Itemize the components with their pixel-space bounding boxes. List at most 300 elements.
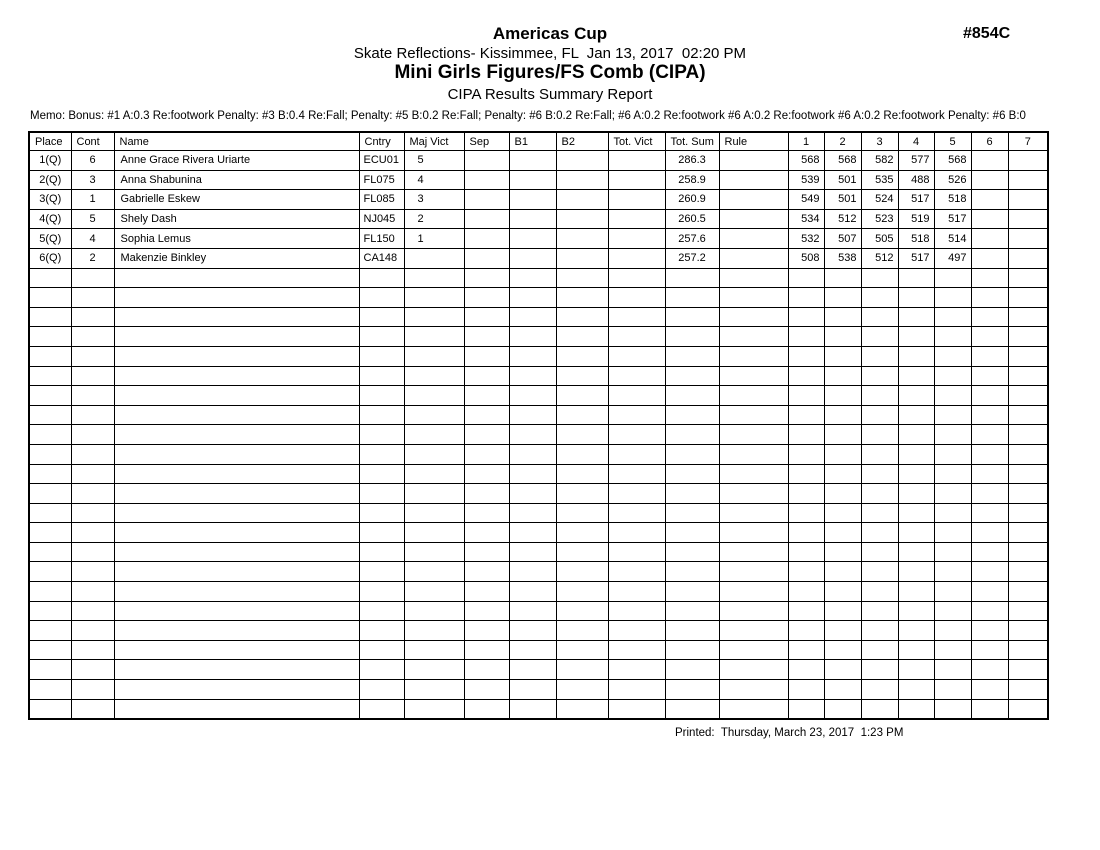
empty-cell <box>1008 366 1048 386</box>
empty-cell <box>934 327 971 347</box>
empty-cell <box>934 680 971 700</box>
cell-rule <box>719 190 788 210</box>
empty-row <box>29 366 1048 386</box>
empty-cell <box>608 444 665 464</box>
cell-judge-score-1: 532 <box>788 229 824 249</box>
empty-cell <box>556 386 608 406</box>
cell-b2 <box>556 248 608 268</box>
empty-cell <box>788 699 824 719</box>
table-row <box>29 190 1048 210</box>
empty-cell <box>359 484 404 504</box>
empty-cell <box>608 327 665 347</box>
empty-cell <box>719 484 788 504</box>
empty-cell <box>404 307 464 327</box>
column-header: Place <box>29 132 71 151</box>
cell-tot-vict <box>608 151 665 171</box>
cell-tot-sum: 257.2 <box>665 248 719 268</box>
cell-tot-sum: 258.9 <box>665 170 719 190</box>
column-header: B1 <box>509 132 556 151</box>
empty-cell <box>861 425 898 445</box>
empty-cell <box>608 386 665 406</box>
empty-cell <box>608 660 665 680</box>
empty-cell <box>608 503 665 523</box>
empty-cell <box>861 680 898 700</box>
empty-cell <box>1008 386 1048 406</box>
empty-cell <box>29 699 71 719</box>
empty-cell <box>719 680 788 700</box>
cell-judge-score-7 <box>1008 229 1048 249</box>
empty-cell <box>898 386 934 406</box>
cell-judge-score-2: 501 <box>824 190 861 210</box>
cell-judge-score-6 <box>971 248 1008 268</box>
cell-judge-score-3: 535 <box>861 170 898 190</box>
empty-cell <box>824 405 861 425</box>
empty-cell <box>719 464 788 484</box>
empty-cell <box>359 562 404 582</box>
empty-cell <box>509 464 556 484</box>
cell-name: Anne Grace Rivera Uriarte <box>114 151 359 171</box>
empty-cell <box>509 601 556 621</box>
column-header: Cntry <box>359 132 404 151</box>
empty-cell <box>824 660 861 680</box>
cell-sep <box>464 170 509 190</box>
empty-cell <box>71 601 114 621</box>
empty-cell <box>608 582 665 602</box>
empty-cell <box>464 444 509 464</box>
cell-cont: 4 <box>71 229 114 249</box>
empty-cell <box>719 386 788 406</box>
empty-cell <box>824 582 861 602</box>
empty-cell <box>788 523 824 543</box>
table-row <box>29 209 1048 229</box>
cell-cntry: NJ045 <box>359 209 404 229</box>
empty-cell <box>464 621 509 641</box>
cell-tot-sum: 286.3 <box>665 151 719 171</box>
cell-cntry: FL150 <box>359 229 404 249</box>
empty-cell <box>824 523 861 543</box>
empty-cell <box>934 386 971 406</box>
empty-cell <box>861 405 898 425</box>
empty-cell <box>359 464 404 484</box>
empty-cell <box>719 640 788 660</box>
empty-cell <box>788 288 824 308</box>
empty-row <box>29 640 1048 660</box>
empty-cell <box>71 327 114 347</box>
empty-cell <box>934 405 971 425</box>
empty-cell <box>29 680 71 700</box>
empty-cell <box>114 327 359 347</box>
cell-judge-score-1: 568 <box>788 151 824 171</box>
empty-cell <box>898 307 934 327</box>
empty-cell <box>824 327 861 347</box>
empty-cell <box>898 288 934 308</box>
empty-cell <box>971 346 1008 366</box>
table-row <box>29 170 1048 190</box>
cell-judge-score-7 <box>1008 151 1048 171</box>
empty-cell <box>1008 346 1048 366</box>
empty-cell <box>934 346 971 366</box>
empty-cell <box>509 346 556 366</box>
table-row <box>29 229 1048 249</box>
empty-cell <box>1008 268 1048 288</box>
empty-cell <box>824 503 861 523</box>
empty-cell <box>719 699 788 719</box>
cell-name: Anna Shabunina <box>114 170 359 190</box>
empty-row <box>29 444 1048 464</box>
empty-cell <box>898 405 934 425</box>
empty-cell <box>404 386 464 406</box>
empty-cell <box>971 523 1008 543</box>
empty-cell <box>404 601 464 621</box>
empty-cell <box>404 346 464 366</box>
cell-judge-score-2: 538 <box>824 248 861 268</box>
empty-cell <box>898 327 934 347</box>
empty-cell <box>29 621 71 641</box>
empty-cell <box>608 523 665 543</box>
empty-cell <box>464 386 509 406</box>
empty-cell <box>114 288 359 308</box>
empty-cell <box>509 386 556 406</box>
empty-cell <box>824 542 861 562</box>
column-header: Tot. Sum <box>665 132 719 151</box>
cell-maj-vict <box>404 248 464 268</box>
cell-judge-score-2: 507 <box>824 229 861 249</box>
empty-cell <box>788 660 824 680</box>
empty-cell <box>971 405 1008 425</box>
cell-rule <box>719 229 788 249</box>
empty-cell <box>464 542 509 562</box>
column-header: Name <box>114 132 359 151</box>
empty-cell <box>824 680 861 700</box>
empty-cell <box>464 405 509 425</box>
empty-cell <box>719 346 788 366</box>
empty-cell <box>934 660 971 680</box>
empty-cell <box>114 660 359 680</box>
cell-b2 <box>556 170 608 190</box>
empty-cell <box>861 640 898 660</box>
empty-cell <box>404 621 464 641</box>
empty-row <box>29 582 1048 602</box>
empty-cell <box>665 680 719 700</box>
column-header: 2 <box>824 132 861 151</box>
empty-cell <box>608 680 665 700</box>
empty-cell <box>788 464 824 484</box>
empty-cell <box>971 680 1008 700</box>
empty-cell <box>509 484 556 504</box>
empty-cell <box>971 268 1008 288</box>
empty-cell <box>665 523 719 543</box>
cell-judge-score-4: 518 <box>898 229 934 249</box>
empty-cell <box>898 444 934 464</box>
empty-cell <box>114 582 359 602</box>
column-header: 5 <box>934 132 971 151</box>
cell-judge-score-3: 582 <box>861 151 898 171</box>
empty-cell <box>665 405 719 425</box>
empty-cell <box>608 484 665 504</box>
empty-cell <box>556 484 608 504</box>
cell-judge-score-5: 568 <box>934 151 971 171</box>
empty-cell <box>29 582 71 602</box>
column-header: Tot. Vict <box>608 132 665 151</box>
cell-name: Makenzie Binkley <box>114 248 359 268</box>
empty-cell <box>464 327 509 347</box>
empty-cell <box>114 523 359 543</box>
empty-cell <box>404 425 464 445</box>
empty-cell <box>509 640 556 660</box>
empty-cell <box>898 346 934 366</box>
empty-cell <box>788 582 824 602</box>
empty-cell <box>971 386 1008 406</box>
empty-cell <box>608 366 665 386</box>
cell-place: 1(Q) <box>29 151 71 171</box>
empty-cell <box>898 366 934 386</box>
empty-cell <box>464 640 509 660</box>
empty-cell <box>665 425 719 445</box>
cell-judge-score-4: 517 <box>898 248 934 268</box>
empty-cell <box>464 562 509 582</box>
empty-cell <box>861 542 898 562</box>
empty-cell <box>788 484 824 504</box>
empty-cell <box>898 268 934 288</box>
empty-cell <box>788 307 824 327</box>
cell-cntry: ECU01 <box>359 151 404 171</box>
empty-cell <box>788 640 824 660</box>
empty-cell <box>824 640 861 660</box>
empty-cell <box>861 386 898 406</box>
empty-cell <box>71 640 114 660</box>
empty-row <box>29 346 1048 366</box>
cell-b1 <box>509 248 556 268</box>
empty-cell <box>359 601 404 621</box>
empty-row <box>29 288 1048 308</box>
empty-row <box>29 542 1048 562</box>
column-header: B2 <box>556 132 608 151</box>
empty-cell <box>114 640 359 660</box>
empty-cell <box>665 386 719 406</box>
cell-judge-score-2: 512 <box>824 209 861 229</box>
empty-cell <box>359 366 404 386</box>
empty-cell <box>971 366 1008 386</box>
empty-cell <box>464 601 509 621</box>
column-header: 3 <box>861 132 898 151</box>
empty-row <box>29 464 1048 484</box>
empty-cell <box>509 660 556 680</box>
empty-cell <box>971 327 1008 347</box>
empty-cell <box>29 444 71 464</box>
cell-judge-score-3: 523 <box>861 209 898 229</box>
empty-cell <box>359 268 404 288</box>
empty-cell <box>608 562 665 582</box>
empty-cell <box>824 601 861 621</box>
empty-cell <box>665 582 719 602</box>
empty-cell <box>824 444 861 464</box>
empty-cell <box>359 542 404 562</box>
cell-judge-score-1: 508 <box>788 248 824 268</box>
cell-sep <box>464 209 509 229</box>
empty-cell <box>824 562 861 582</box>
table-row <box>29 248 1048 268</box>
empty-cell <box>1008 307 1048 327</box>
cell-maj-vict: 2 <box>404 209 464 229</box>
empty-cell <box>556 699 608 719</box>
empty-cell <box>509 444 556 464</box>
empty-cell <box>1008 405 1048 425</box>
empty-cell <box>464 346 509 366</box>
empty-cell <box>934 562 971 582</box>
empty-cell <box>71 268 114 288</box>
empty-row <box>29 405 1048 425</box>
empty-cell <box>719 425 788 445</box>
empty-cell <box>71 621 114 641</box>
empty-cell <box>404 660 464 680</box>
empty-cell <box>861 699 898 719</box>
empty-cell <box>861 444 898 464</box>
empty-cell <box>71 386 114 406</box>
empty-cell <box>509 562 556 582</box>
empty-row <box>29 425 1048 445</box>
empty-cell <box>556 503 608 523</box>
empty-cell <box>114 503 359 523</box>
cell-judge-score-7 <box>1008 209 1048 229</box>
empty-cell <box>1008 444 1048 464</box>
empty-cell <box>359 621 404 641</box>
empty-cell <box>861 582 898 602</box>
empty-cell <box>29 288 71 308</box>
empty-cell <box>971 582 1008 602</box>
empty-cell <box>71 582 114 602</box>
empty-cell <box>934 542 971 562</box>
cell-judge-score-3: 505 <box>861 229 898 249</box>
cell-judge-score-4: 577 <box>898 151 934 171</box>
empty-cell <box>665 484 719 504</box>
empty-cell <box>719 660 788 680</box>
empty-cell <box>1008 582 1048 602</box>
empty-cell <box>71 680 114 700</box>
report-title: CIPA Results Summary Report <box>447 86 653 103</box>
empty-row <box>29 680 1048 700</box>
empty-cell <box>359 327 404 347</box>
empty-cell <box>665 542 719 562</box>
empty-cell <box>359 444 404 464</box>
empty-cell <box>861 503 898 523</box>
empty-cell <box>934 699 971 719</box>
empty-cell <box>404 444 464 464</box>
empty-cell <box>464 288 509 308</box>
empty-cell <box>971 699 1008 719</box>
empty-cell <box>971 425 1008 445</box>
empty-cell <box>665 444 719 464</box>
empty-cell <box>71 660 114 680</box>
empty-cell <box>971 601 1008 621</box>
cell-judge-score-7 <box>1008 170 1048 190</box>
empty-cell <box>509 366 556 386</box>
cell-judge-score-3: 512 <box>861 248 898 268</box>
empty-cell <box>71 346 114 366</box>
empty-cell <box>556 562 608 582</box>
empty-cell <box>719 542 788 562</box>
empty-cell <box>29 640 71 660</box>
empty-cell <box>404 503 464 523</box>
empty-cell <box>934 621 971 641</box>
empty-cell <box>934 582 971 602</box>
empty-cell <box>464 268 509 288</box>
empty-cell <box>788 562 824 582</box>
empty-cell <box>359 680 404 700</box>
empty-cell <box>934 464 971 484</box>
empty-cell <box>788 601 824 621</box>
column-header: 4 <box>898 132 934 151</box>
event-number: #854C <box>963 25 1011 42</box>
empty-cell <box>898 680 934 700</box>
empty-cell <box>934 307 971 327</box>
empty-row <box>29 386 1048 406</box>
cell-b1 <box>509 209 556 229</box>
empty-cell <box>1008 621 1048 641</box>
empty-cell <box>608 268 665 288</box>
empty-cell <box>665 699 719 719</box>
empty-cell <box>29 425 71 445</box>
empty-cell <box>719 601 788 621</box>
empty-cell <box>1008 503 1048 523</box>
cell-b1 <box>509 229 556 249</box>
empty-cell <box>788 327 824 347</box>
empty-cell <box>556 621 608 641</box>
empty-cell <box>971 640 1008 660</box>
cell-cntry: FL075 <box>359 170 404 190</box>
empty-cell <box>404 366 464 386</box>
empty-cell <box>404 523 464 543</box>
empty-cell <box>719 366 788 386</box>
empty-cell <box>719 405 788 425</box>
empty-cell <box>509 307 556 327</box>
cell-b2 <box>556 229 608 249</box>
empty-cell <box>824 366 861 386</box>
empty-cell <box>359 699 404 719</box>
empty-cell <box>556 680 608 700</box>
empty-cell <box>898 425 934 445</box>
cell-cntry: CA148 <box>359 248 404 268</box>
empty-cell <box>509 503 556 523</box>
cell-judge-score-5: 514 <box>934 229 971 249</box>
empty-cell <box>665 660 719 680</box>
empty-cell <box>861 268 898 288</box>
empty-cell <box>114 464 359 484</box>
cell-judge-score-5: 517 <box>934 209 971 229</box>
empty-row <box>29 484 1048 504</box>
empty-cell <box>861 307 898 327</box>
cell-b2 <box>556 151 608 171</box>
empty-cell <box>971 660 1008 680</box>
empty-cell <box>665 268 719 288</box>
cell-place: 2(Q) <box>29 170 71 190</box>
empty-cell <box>464 660 509 680</box>
empty-row <box>29 307 1048 327</box>
cell-judge-score-1: 534 <box>788 209 824 229</box>
empty-cell <box>788 680 824 700</box>
cell-judge-score-4: 519 <box>898 209 934 229</box>
cell-judge-score-7 <box>1008 190 1048 210</box>
empty-cell <box>971 444 1008 464</box>
cell-tot-sum: 257.6 <box>665 229 719 249</box>
cell-place: 6(Q) <box>29 248 71 268</box>
empty-row <box>29 621 1048 641</box>
empty-cell <box>556 268 608 288</box>
empty-cell <box>71 307 114 327</box>
empty-cell <box>114 484 359 504</box>
empty-cell <box>556 582 608 602</box>
empty-cell <box>359 425 404 445</box>
empty-cell <box>71 699 114 719</box>
